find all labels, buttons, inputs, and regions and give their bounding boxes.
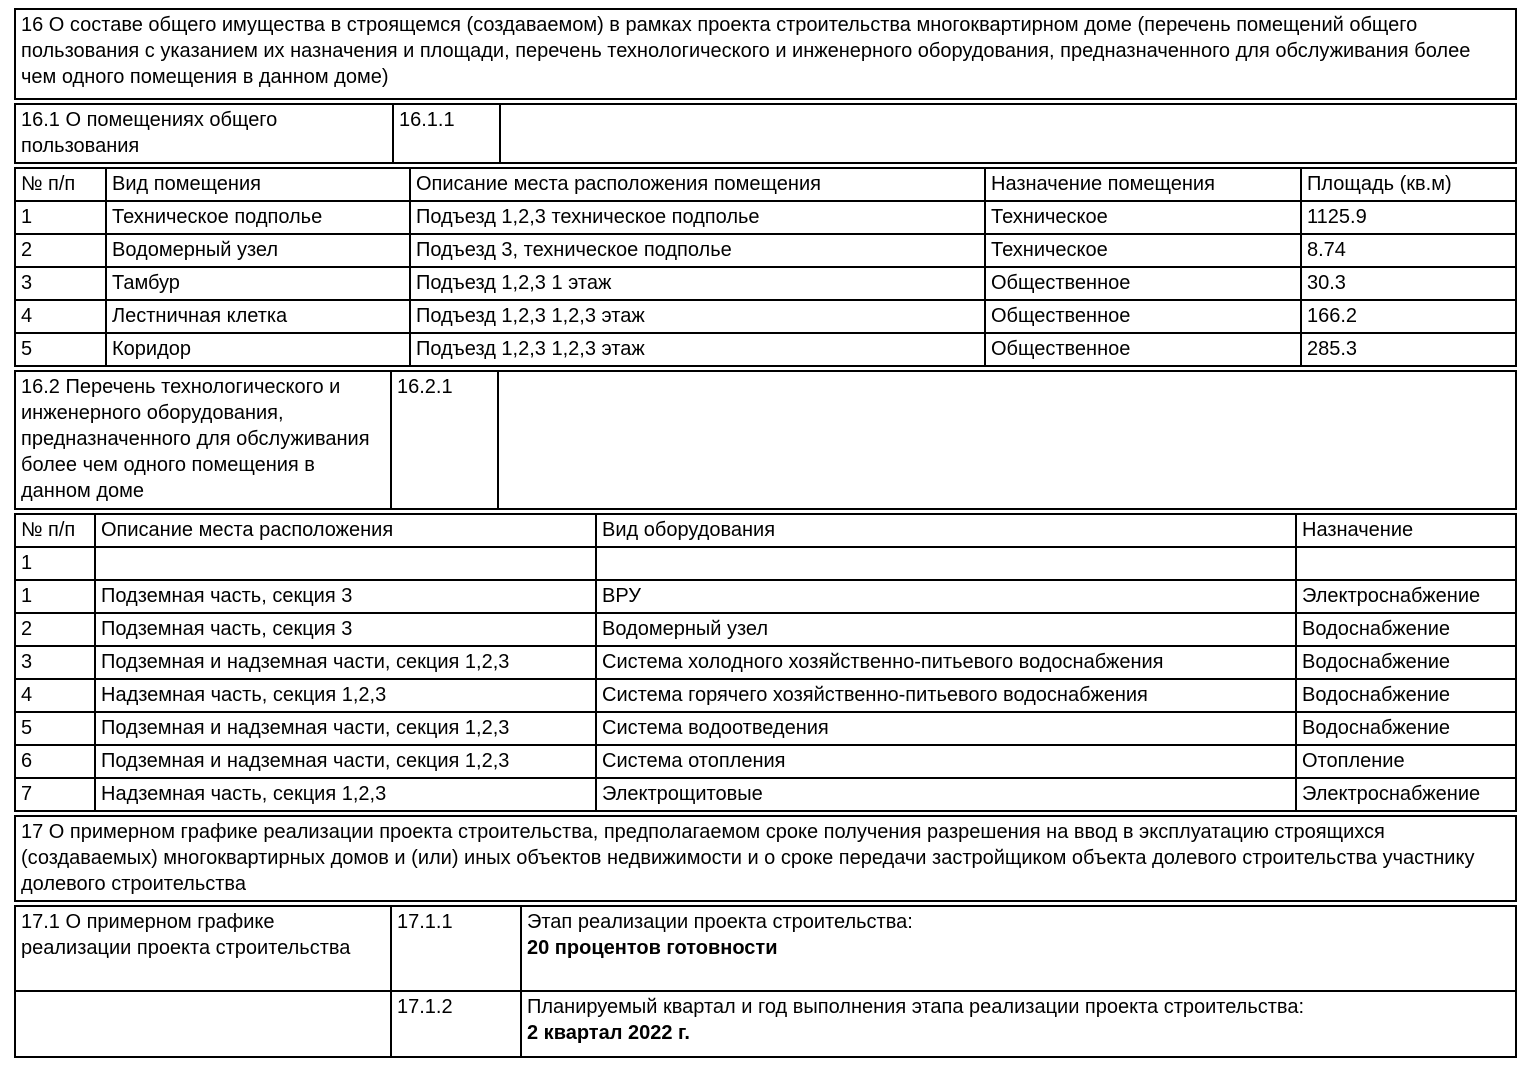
item-17-1-1-code: 17.1.1 xyxy=(391,906,521,991)
cell-kind: Тамбур xyxy=(106,267,410,300)
item-16-2-label: 16.2 Перечень технологического и инженерного оборудования, предназначенного для обслуживания более чем одного помещения в данном доме xyxy=(15,371,391,509)
section17-sub1-block xyxy=(14,905,1517,1058)
table-row xyxy=(15,613,1516,646)
cell-purpose: Общественное xyxy=(985,300,1301,333)
cell-purpose: Электроснабжение xyxy=(1296,778,1516,811)
item-17-1-label-empty xyxy=(15,991,391,1057)
equipment-table xyxy=(14,513,1517,812)
cell-purpose: Общественное xyxy=(985,267,1301,300)
cell-location: Подземная часть, секция 3 xyxy=(95,613,596,646)
cell-location: Подъезд 1,2,3 1,2,3 этаж xyxy=(410,333,985,366)
cell-num: 2 xyxy=(15,613,95,646)
cell-num: 5 xyxy=(15,712,95,745)
table-row xyxy=(15,267,1516,300)
rooms-col-num-header: № п/п xyxy=(15,168,106,201)
cell-area: 30.3 xyxy=(1301,267,1516,300)
rooms-col-area-header: Площадь (кв.м) xyxy=(1301,168,1516,201)
equipment-col-location-header: Описание места расположения xyxy=(95,514,596,547)
rooms-col-kind-header: Вид помещения xyxy=(106,168,410,201)
cell-num: 2 xyxy=(15,234,106,267)
item-16-2-code: 16.2.1 xyxy=(391,371,498,509)
cell-purpose: Электроснабжение xyxy=(1296,580,1516,613)
cell-num: 6 xyxy=(15,745,95,778)
cell-purpose: Водоснабжение xyxy=(1296,679,1516,712)
cell-location: Подземная и надземная части, секция 1,2,3 xyxy=(95,712,596,745)
quarter-value: 2 квартал 2022 г. xyxy=(527,1022,690,1044)
section17-header-block xyxy=(14,815,1517,902)
cell-location: Надземная часть, секция 1,2,3 xyxy=(95,778,596,811)
cell-location: Подъезд 1,2,3 1,2,3 этаж xyxy=(410,300,985,333)
cell-kind: Коридор xyxy=(106,333,410,366)
cell-purpose: Водоснабжение xyxy=(1296,646,1516,679)
cell-kind: Система водоотведения xyxy=(596,712,1296,745)
cell-num: 1 xyxy=(15,547,95,580)
table-row xyxy=(15,300,1516,333)
cell-kind: Водомерный узел xyxy=(106,234,410,267)
item-16-1-value xyxy=(500,104,1516,163)
section16-header-block xyxy=(14,8,1517,100)
cell-purpose: Отопление xyxy=(1296,745,1516,778)
cell-kind: ВРУ xyxy=(596,580,1296,613)
item-16-2-value xyxy=(498,371,1516,509)
cell-num: 3 xyxy=(15,646,95,679)
table-row xyxy=(15,234,1516,267)
table-row xyxy=(15,646,1516,679)
cell-area: 1125.9 xyxy=(1301,201,1516,234)
cell-location: Подъезд 1,2,3 1 этаж xyxy=(410,267,985,300)
cell-purpose xyxy=(1296,547,1516,580)
cell-num: 4 xyxy=(15,679,95,712)
cell-purpose: Водоснабжение xyxy=(1296,613,1516,646)
cell-location: Подъезд 3, техническое подполье xyxy=(410,234,985,267)
cell-num: 1 xyxy=(15,201,106,234)
section16-sub1-block xyxy=(14,103,1517,164)
item-17-1-2-value xyxy=(521,991,1516,1057)
cell-kind: Система холодного хозяйственно-питьевого водоснабжения xyxy=(596,646,1296,679)
cell-location: Подземная и надземная части, секция 1,2,3 xyxy=(95,745,596,778)
section16-sub2-block xyxy=(14,370,1517,510)
cell-kind: Водомерный узел xyxy=(596,613,1296,646)
rooms-table-header-row xyxy=(15,168,1516,201)
cell-location xyxy=(95,547,596,580)
table-row xyxy=(15,745,1516,778)
item-16-1-code: 16.1.1 xyxy=(393,104,500,163)
cell-location: Подъезд 1,2,3 техническое подполье xyxy=(410,201,985,234)
rooms-col-purpose-header: Назначение помещения xyxy=(985,168,1301,201)
cell-area: 166.2 xyxy=(1301,300,1516,333)
cell-purpose: Техническое xyxy=(985,201,1301,234)
equipment-table-header-row xyxy=(15,514,1516,547)
cell-area: 285.3 xyxy=(1301,333,1516,366)
cell-num: 4 xyxy=(15,300,106,333)
stage-value: 20 процентов готовности xyxy=(527,937,778,959)
table-row xyxy=(15,778,1516,811)
cell-location: Подземная часть, секция 3 xyxy=(95,580,596,613)
rooms-col-location-header: Описание места расположения помещения xyxy=(410,168,985,201)
cell-location: Подземная и надземная части, секция 1,2,3 xyxy=(95,646,596,679)
cell-num: 3 xyxy=(15,267,106,300)
cell-num: 7 xyxy=(15,778,95,811)
table-row xyxy=(15,712,1516,745)
equipment-col-num-header: № п/п xyxy=(15,514,95,547)
equipment-col-kind-header: Вид оборудования xyxy=(596,514,1296,547)
cell-purpose: Водоснабжение xyxy=(1296,712,1516,745)
rooms-table xyxy=(14,167,1517,367)
table-row xyxy=(15,201,1516,234)
cell-purpose: Общественное xyxy=(985,333,1301,366)
item-16-1-label: 16.1 О помещениях общего пользования xyxy=(15,104,393,163)
table-row xyxy=(15,580,1516,613)
table-row xyxy=(15,679,1516,712)
item-17-1-2-code: 17.1.2 xyxy=(391,991,521,1057)
equipment-col-purpose-header: Назначение xyxy=(1296,514,1516,547)
stage-caption: Этап реализации проекта строительства: xyxy=(527,911,913,933)
item-17-1-label: 17.1 О примерном графике реализации проекта строительства xyxy=(15,906,391,991)
cell-kind: Лестничная клетка xyxy=(106,300,410,333)
cell-purpose: Техническое xyxy=(985,234,1301,267)
cell-num: 5 xyxy=(15,333,106,366)
cell-kind: Техническое подполье xyxy=(106,201,410,234)
table-row xyxy=(15,547,1516,580)
cell-kind: Система горячего хозяйственно-питьевого водоснабжения xyxy=(596,679,1296,712)
cell-kind xyxy=(596,547,1296,580)
section16-title: 16 О составе общего имущества в строящемся (создаваемом) в рамках проекта строительства многоквартирном доме (перечень помещений общего пользования с указанием их назначения и площади, перечень технологического и инженерного оборудования, предназначенного для обслуживания более чем одного помещения в данном доме) xyxy=(15,9,1516,99)
cell-kind: Система отопления xyxy=(596,745,1296,778)
section17-title: 17 О примерном графике реализации проекта строительства, предполагаемом сроке получения разрешения на ввод в эксплуатацию строящихся (создаваемых) многоквартирных домов и (или) иных объектов недвижимости и о сроке передачи застройщиком объекта долевого строительства участнику долевого строительства xyxy=(15,816,1516,901)
quarter-caption: Планируемый квартал и год выполнения этапа реализации проекта строительства: xyxy=(527,996,1305,1018)
cell-kind: Электрощитовые xyxy=(596,778,1296,811)
table-row xyxy=(15,333,1516,366)
cell-num: 1 xyxy=(15,580,95,613)
cell-location: Надземная часть, секция 1,2,3 xyxy=(95,679,596,712)
item-17-1-1-value xyxy=(521,906,1516,991)
cell-area: 8.74 xyxy=(1301,234,1516,267)
